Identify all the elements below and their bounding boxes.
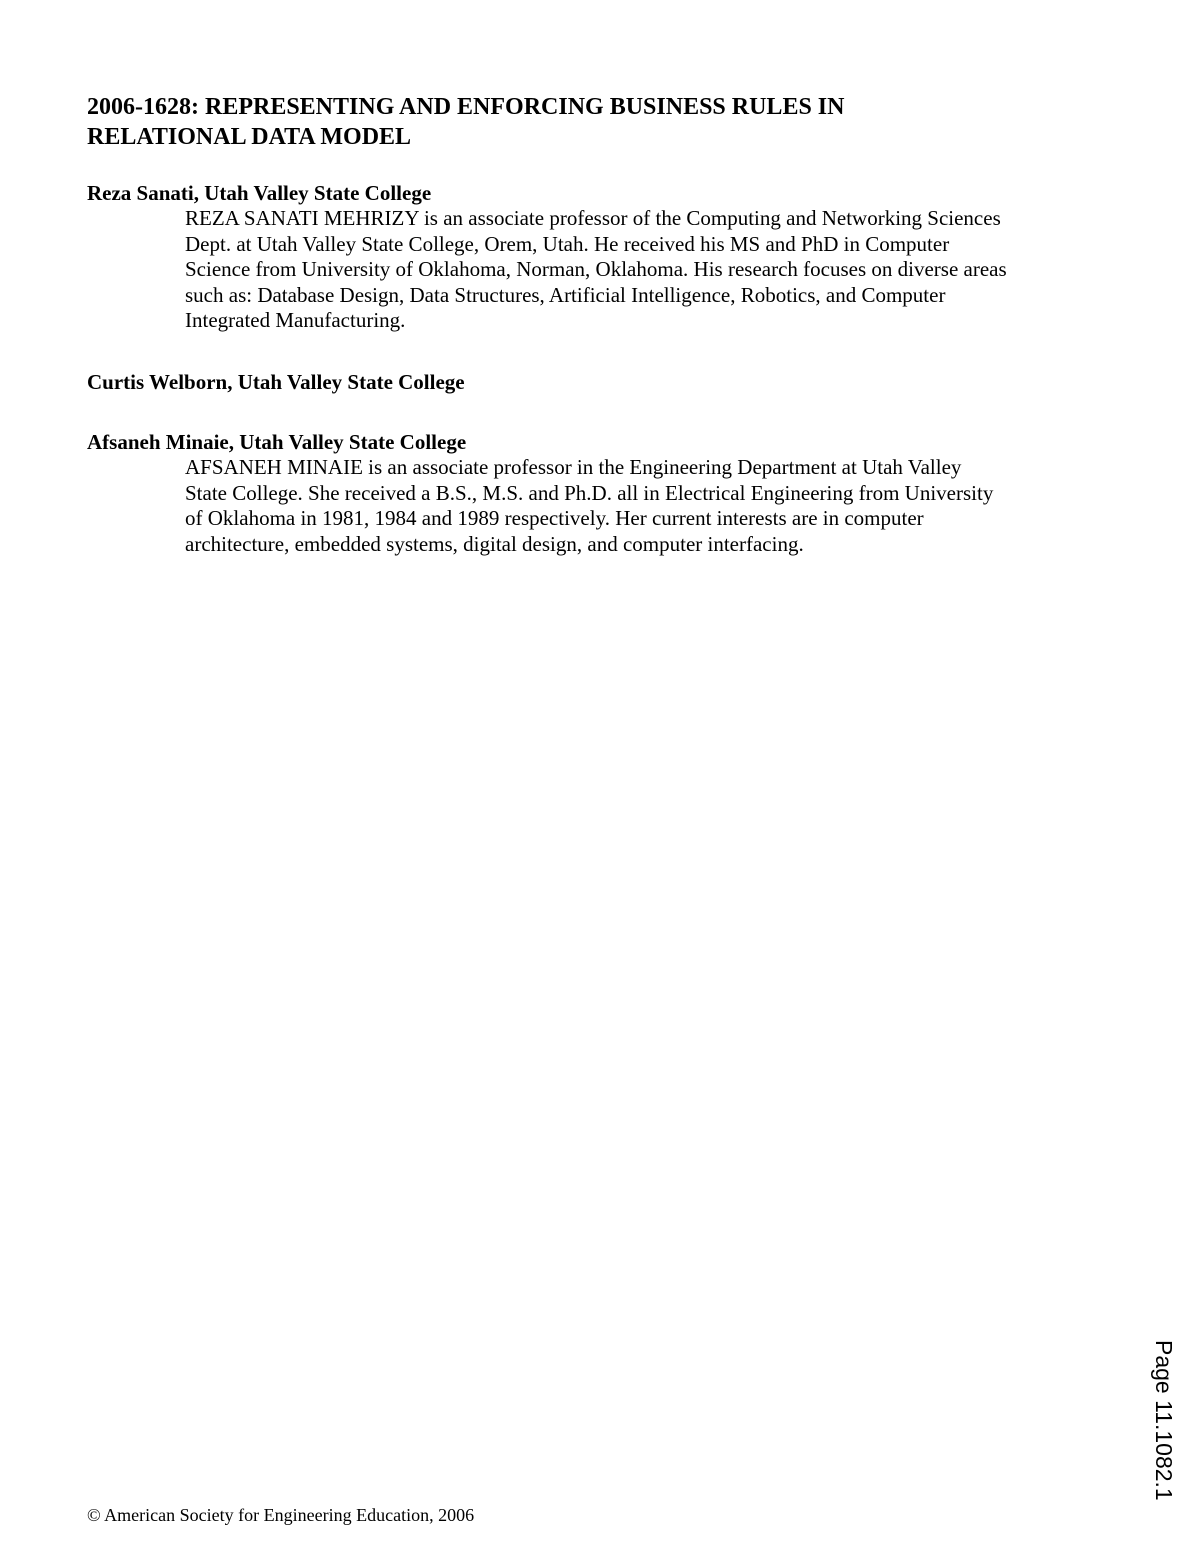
bio-line: such as: Database Design, Data Structures, Artificial Intelligence, Robotics, and Computer [185, 282, 946, 307]
copyright-notice: © American Society for Engineering Education, 2006 [87, 1505, 475, 1525]
bio-line: State College. She received a B.S., M.S. and Ph.D. all in Electrical Engineering from University [185, 480, 994, 505]
title-line: 2006-1628: REPRESENTING AND ENFORCING BUSINESS RULES IN [87, 94, 845, 120]
bio-line: of Oklahoma in 1981, 1984 and 1989 respectively. Her current interests are in computer [185, 506, 924, 531]
author-heading: Curtis Welborn, Utah Valley State College [87, 370, 465, 394]
paper-title [87, 92, 1087, 152]
page-number: Page 11.1082.1 [1151, 1340, 1177, 1501]
author-bio [185, 455, 1115, 557]
author-heading: Afsaneh Minaie, Utah Valley State College [87, 430, 467, 454]
bio-line: REZA SANATI MEHRIZY is an associate professor of the Computing and Networking Sciences [185, 206, 1001, 230]
bio-line: Integrated Manufacturing. [185, 308, 406, 333]
title-line: RELATIONAL DATA MODEL [87, 124, 412, 150]
bio-line: Dept. at Utah Valley State College, Orem, Utah. He received his MS and PhD in Computer [185, 231, 950, 256]
author-bio [185, 206, 1115, 334]
bio-line: architecture, embedded systems, digital design, and computer interfacing. [185, 531, 804, 556]
bio-line: Science from University of Oklahoma, Norman, Oklahoma. His research focuses on diverse areas [185, 257, 1007, 282]
author-heading: Reza Sanati, Utah Valley State College [87, 181, 432, 205]
bio-line: AFSANEH MINAIE is an associate professor in the Engineering Department at Utah Valley [185, 455, 962, 479]
